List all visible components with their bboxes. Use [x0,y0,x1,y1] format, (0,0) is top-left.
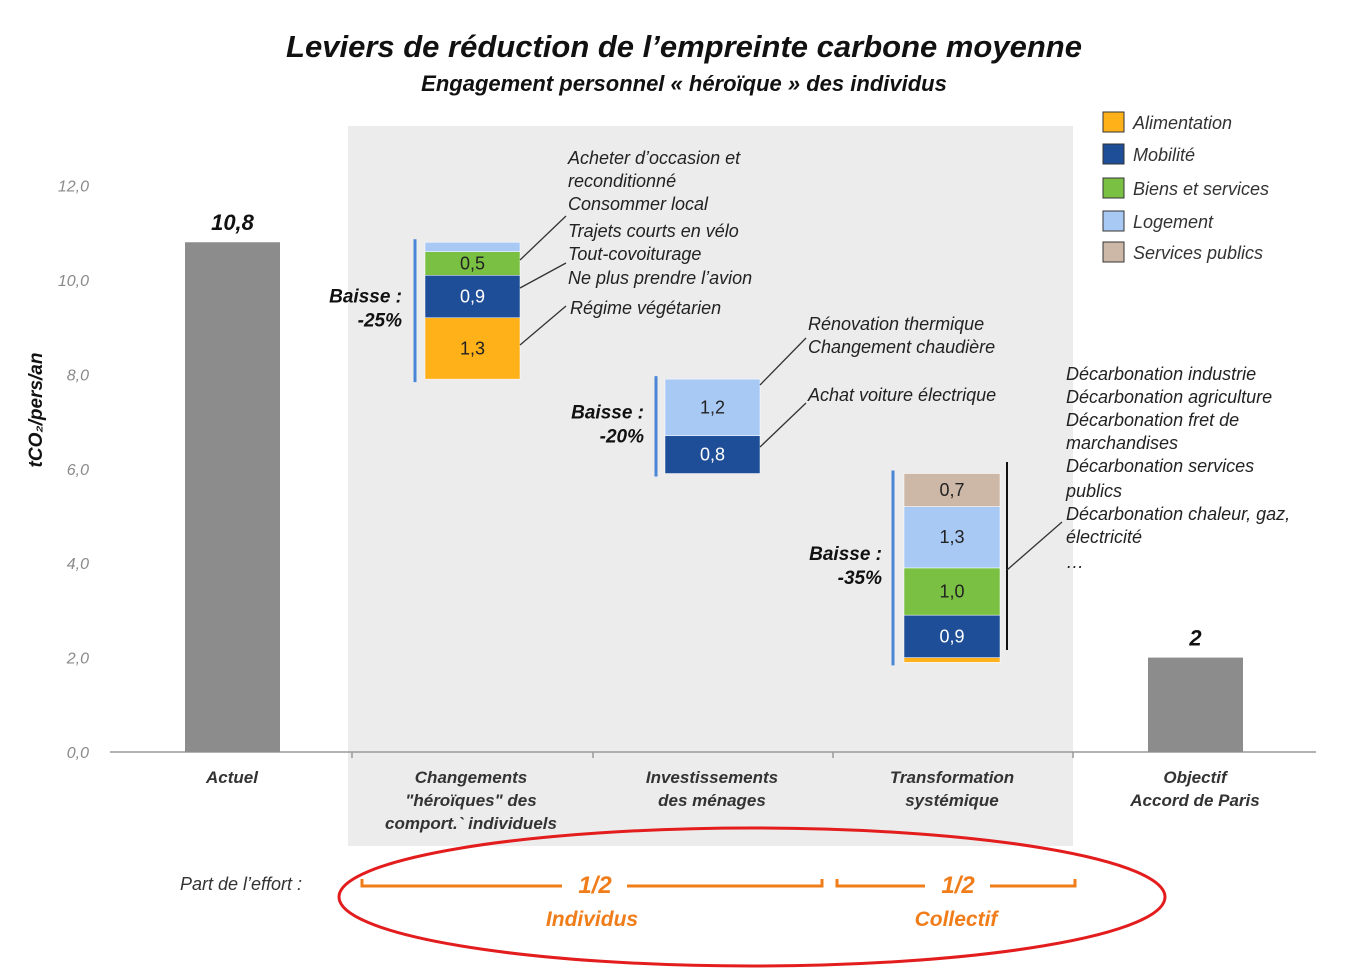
annotation-line: Décarbonation services [1066,456,1255,476]
collectif-bracket-left [837,879,925,886]
annotation-line: … [1066,552,1084,572]
effort-row [180,828,1165,966]
segment-value-label: 1,3 [459,338,486,359]
y-tick-label: 8,0 [66,367,89,385]
legend-swatch [1103,144,1124,164]
y-tick-label: 12,0 [57,178,89,196]
annotation-line: Acheter d’occasion et [568,148,741,168]
segment-value-label: 1,2 [699,397,726,418]
effort-label: Part de l’effort : [180,874,303,894]
segment-value-label: 0,5 [459,253,486,274]
reduction-title: Baisse : [329,286,402,308]
x-category-label: Transformation systémique [889,768,1015,810]
x-category-label: Changements "héroïques" des comport.` individuels [385,768,557,833]
annotation-line: Décarbonation industrie [1066,364,1257,384]
annotation-line: publics [1066,481,1123,501]
annotation-line: Décarbonation chaleur, gaz, [1066,504,1291,524]
legend-label: Alimentation [1133,113,1233,133]
legend-swatch [1103,211,1124,231]
annotation-line: Rénovation thermique [808,314,985,334]
annotation-line: Décarbonation fret de [1066,410,1240,430]
legend-label: Biens et services [1133,179,1270,199]
annotation-line: Ne plus prendre l’avion [568,268,753,288]
reduction-title: Baisse : [809,543,882,565]
y-axis [58,179,89,762]
annotation-line: Consommer local [568,194,709,214]
annotation-line: Achat voiture électrique [808,385,997,405]
reduction-percent: -25% [357,310,402,332]
legend-label: Services publics [1133,243,1264,263]
annotation-line: reconditionné [568,171,677,191]
individus-fraction: 1/2 [578,872,612,899]
legend-label: Mobilité [1133,145,1196,165]
annotation-line: Régime végétarien [570,298,722,318]
reduction-percent: -20% [599,426,644,448]
x-category-label: Actuel [206,768,258,787]
chart-title: Leviers de réduction de l’empreinte carbone moyenne [286,29,1082,64]
segment-value-label: 1,3 [939,527,965,548]
annotation-line: marchandises [1066,433,1179,453]
total-value-label: 2 [1189,625,1202,651]
total-value-label: 10,8 [211,210,254,236]
segment-bar [904,658,1000,663]
collectif-bracket-right [990,879,1075,886]
reduction-title: Baisse : [571,402,644,424]
annotation-line: électricité [1066,527,1143,547]
legend-label: Logement [1133,212,1214,232]
y-tick-label: 0,0 [66,745,89,762]
y-tick-label: 4,0 [66,556,89,574]
individus-label: Individus [545,908,639,931]
x-category-label: Investissements des ménages [645,768,779,810]
annotation-line: Changement chaudière [808,337,996,357]
y-tick-label: 6,0 [66,461,89,479]
segment-value-label: 0,9 [939,626,965,647]
legend-swatch [1103,242,1124,262]
annotation-line: Trajets courts en vélo [568,221,739,241]
chart-subtitle: Engagement personnel « héroïque » des individus [421,71,947,96]
individus-bracket-right [627,879,822,886]
segment-value-label: 0,9 [459,286,486,307]
annotation-line: Décarbonation agriculture [1066,387,1273,407]
highlight-ellipse [339,828,1165,966]
legend [1103,112,1269,263]
y-tick-label: 10,0 [57,273,89,290]
segment-value-label: 0,8 [699,444,726,465]
legend-swatch [1103,178,1124,198]
collectif-label: Collectif [914,908,998,931]
individus-bracket-left [362,879,562,886]
y-axis-label: tCO₂/pers/an [26,352,47,468]
annotation-line: Tout-covoiturage [568,244,702,264]
legend-swatch [1103,112,1124,132]
total-bar [1148,658,1243,752]
segment-value-label: 1,0 [939,581,965,602]
collectif-fraction: 1/2 [941,872,975,899]
segment-bar [425,242,520,251]
reduction-percent: -35% [837,567,882,589]
total-bar [185,242,280,752]
x-category-label: Objectif Accord de Paris [1130,768,1260,810]
y-tick-label: 2,0 [66,650,89,668]
segment-value-label: 0,7 [939,480,965,501]
